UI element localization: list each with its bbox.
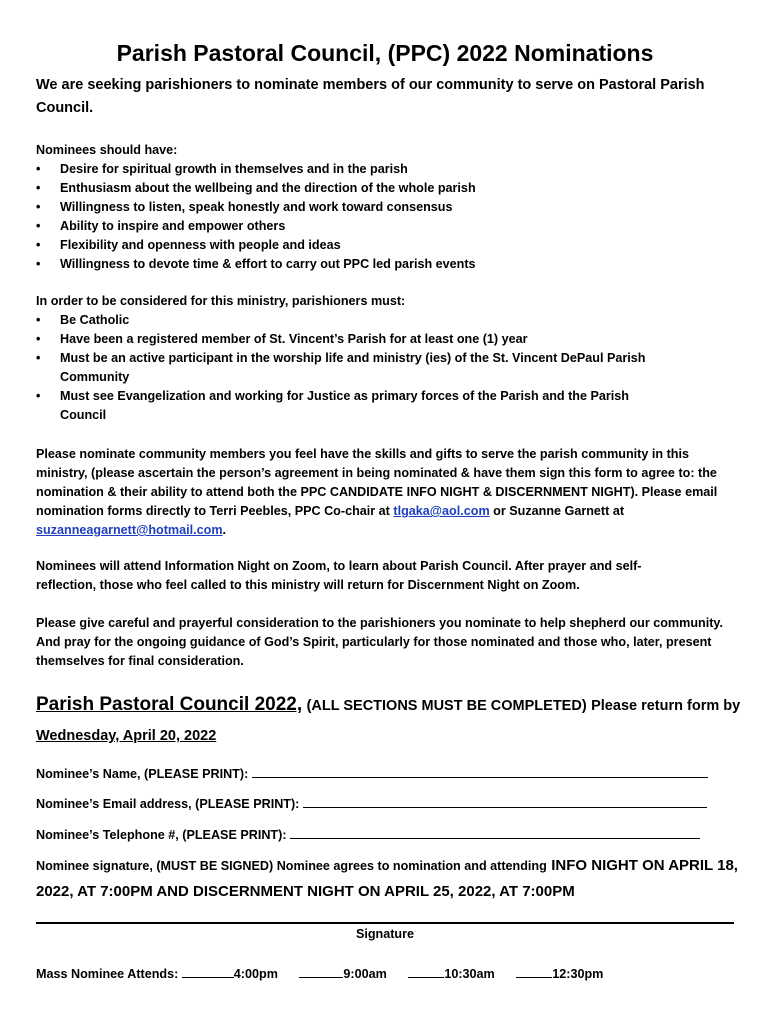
mass-option-400pm[interactable] [182, 967, 278, 981]
requirements-heading: In order to be considered for this ministry, parishioners must: [36, 294, 406, 308]
signature-label: Signature [355, 927, 415, 941]
email-link-terri[interactable]: tlgaka@aol.com [393, 504, 490, 518]
mass-time: 9:00am [343, 967, 387, 981]
form-title: Parish Pastoral Council 2022, [36, 694, 303, 715]
mass-option-900am[interactable] [299, 967, 386, 981]
signature-info: INFO NIGHT ON APRIL 18, 2022, AT 7:00PM AND DISCERNMENT NIGHT ON APRIL 25, 2022, AT 7:00PM [36, 857, 738, 900]
mass-time: 10:30am [444, 967, 495, 981]
nominee-phone-field[interactable] [36, 826, 700, 842]
mass-option-1230pm[interactable] [516, 967, 603, 981]
return-date: Wednesday, April 20, 2022 [36, 728, 217, 744]
qualities-list [36, 160, 746, 274]
signature-prefix: Nominee signature, (MUST BE SIGNED) Nominee agrees to nomination and attending [36, 859, 547, 873]
page-title: Parish Pastoral Council, (PPC) 2022 Nominations [116, 40, 654, 66]
mass-attends-row [36, 965, 621, 981]
list-item: • Have been a registered member of St. Vincent’s Parish for at least one (1) year [36, 330, 676, 349]
nominee-phone-label: Nominee’s Telephone #, (PLEASE PRINT): [36, 828, 287, 842]
nominee-email-line[interactable] [303, 795, 707, 808]
signature-statement [36, 853, 746, 905]
intro-text: We are seeking parishioners to nominate members of our community to serve on Pastoral Parish Council. [36, 77, 705, 116]
return-text: Please return form by [591, 698, 741, 714]
mass-time: 4:00pm [233, 967, 278, 981]
signature-line[interactable] [36, 922, 734, 924]
mass-label: Mass Nominee Attends: [36, 967, 179, 981]
info-night-text: Nominees will attend Information Night on Zoom, to learn about Parish Council. After prayer and self-reflection, those who feel called to this ministry will return for Discernment Night on Zoom. [36, 559, 642, 592]
qualities-heading: Nominees should have: [36, 143, 178, 157]
all-sections-note: (ALL SECTIONS MUST BE COMPLETED) [306, 698, 587, 714]
list-item: • Be Catholic [36, 311, 676, 330]
nominate-mid-text: or Suzanne Garnett at [493, 504, 625, 518]
list-item: • Willingness to devote time & effort to carry out PPC led parish events [36, 255, 746, 274]
list-item: • Must see Evangelization and working for Justice as primary forces of the Parish and the Parish Council [36, 387, 676, 425]
prayer-paragraph [36, 614, 726, 671]
requirements-list [36, 311, 676, 425]
nominate-text: Please nominate community members you feel have the skills and gifts to serve the parish community in this ministry, (please ascertain the person’s agreement in being nominated & have them sign this form to agree to: the nomination & their ability to attend both the PPC CANDIDATE INFO NIGHT & DISCERNMENT NIGHT). Please email nomination forms directly to Terri Peebles, PPC Co-chair at [36, 447, 718, 518]
list-item: • Must be an active participant in the worship life and ministry (ies) of the St. Vincent DePaul Parish Community [36, 349, 676, 387]
list-item: • Willingness to listen, speak honestly and work toward consensus [36, 198, 746, 217]
nominee-email-field[interactable] [36, 795, 707, 811]
nominate-paragraph [36, 445, 741, 540]
list-item: • Enthusiasm about the wellbeing and the direction of the whole parish [36, 179, 746, 198]
nominate-end-text: . [222, 523, 227, 537]
nominee-name-field[interactable] [36, 765, 708, 781]
nominee-name-label: Nominee’s Name, (PLEASE PRINT): [36, 767, 249, 781]
info-night-paragraph [36, 557, 696, 595]
email-link-suzanne[interactable]: suzanneagarnett@hotmail.com [36, 523, 223, 537]
qualities-section [36, 141, 746, 274]
requirements-section [36, 292, 676, 425]
form-heading [36, 690, 756, 751]
list-item: • Desire for spiritual growth in themselves and in the parish [36, 160, 746, 179]
prayer-text: Please give careful and prayerful consideration to the parishioners you nominate to help shepherd our community. And pray for the ongoing guidance of God’s Spirit, particularly for those nominated and those who, later, present themselves for final consideration. [36, 616, 723, 668]
mass-option-1030am[interactable] [408, 967, 494, 981]
nominee-name-line[interactable] [252, 765, 708, 778]
list-item: • Flexibility and openness with people and ideas [36, 236, 746, 255]
nominee-email-label: Nominee’s Email address, (PLEASE PRINT): [36, 797, 300, 811]
mass-time: 12:30pm [552, 967, 604, 981]
list-item: • Ability to inspire and empower others [36, 217, 746, 236]
nominee-phone-line[interactable] [290, 826, 700, 839]
